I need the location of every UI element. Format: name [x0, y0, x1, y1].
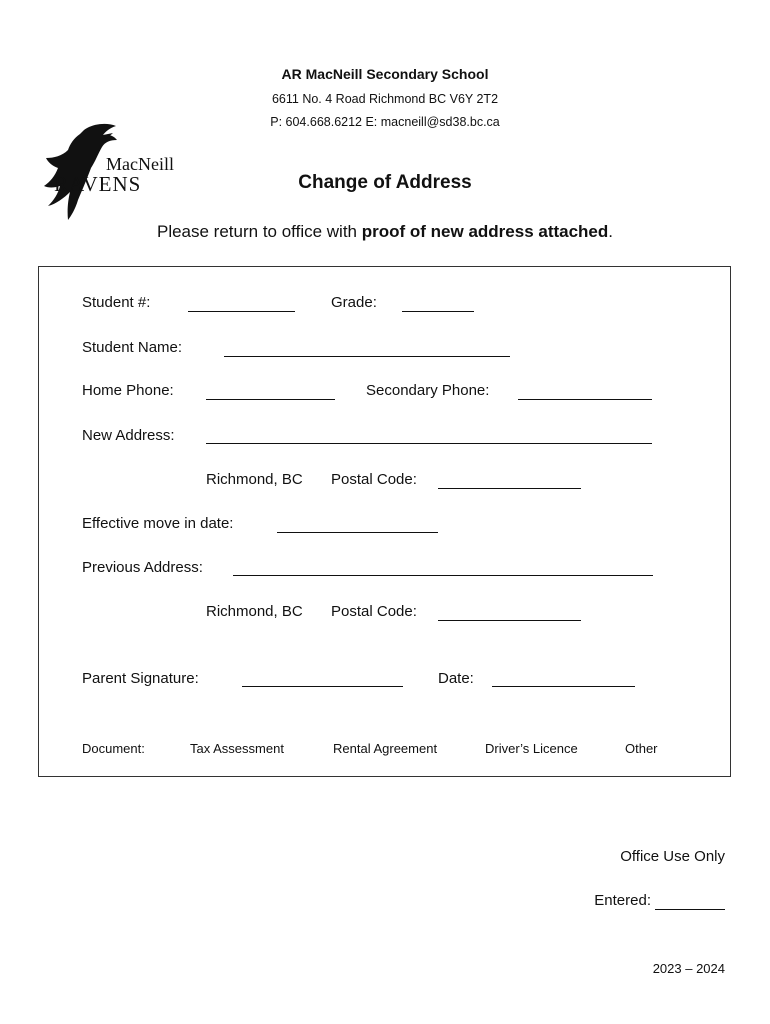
new-address-label: New Address: — [82, 427, 175, 444]
entered-label: Entered: — [594, 892, 651, 909]
date-field[interactable] — [492, 686, 635, 687]
student-name-field[interactable] — [224, 356, 510, 357]
school-contact: P: 604.668.6212 E: macneill@sd38.bc.ca — [270, 115, 500, 129]
school-address: 6611 No. 4 Road Richmond BC V6Y 2T2 — [271, 92, 499, 106]
office-use-label: Office Use Only — [620, 848, 725, 865]
logo-bottom-text: RAVENS — [54, 172, 142, 196]
grade-label: Grade: — [331, 294, 377, 311]
city-2: Richmond, BC — [206, 603, 303, 620]
student-number-label: Student #: — [82, 294, 151, 311]
move-date-label: Effective move in date: — [82, 515, 234, 532]
form-instruction — [0, 222, 770, 242]
new-address-field[interactable] — [206, 443, 652, 444]
date-label: Date: — [438, 670, 474, 687]
postal-code-1-field[interactable] — [438, 488, 581, 489]
secondary-phone-label: Secondary Phone: — [366, 382, 490, 399]
school-name: AR MacNeill Secondary School — [281, 66, 489, 82]
grade-field[interactable] — [402, 311, 474, 312]
entered-field[interactable] — [655, 909, 725, 910]
postal-code-2-label: Postal Code: — [331, 603, 417, 620]
doc-option-drivers-licence[interactable]: Driver’s Licence — [485, 741, 578, 756]
document-label: Document: — [82, 741, 145, 756]
parent-signature-label: Parent Signature: — [82, 670, 199, 687]
form-title: Change of Address — [298, 172, 472, 193]
student-name-label: Student Name: — [82, 339, 183, 356]
postal-code-1-label: Postal Code: — [331, 471, 417, 488]
instruction-prefix: Please return to office with — [156, 222, 362, 241]
instruction-suffix: . — [608, 222, 614, 241]
parent-signature-field[interactable] — [242, 686, 403, 687]
move-date-field[interactable] — [277, 532, 438, 533]
student-number-field[interactable] — [188, 311, 295, 312]
form-box — [38, 266, 731, 777]
home-phone-field[interactable] — [206, 399, 335, 400]
logo-top-text: MacNeill — [106, 154, 174, 174]
doc-option-rental-agreement[interactable]: Rental Agreement — [333, 741, 438, 756]
secondary-phone-field[interactable] — [518, 399, 652, 400]
instruction-bold: proof of new address attached — [361, 222, 609, 241]
previous-address-field[interactable] — [233, 575, 653, 576]
city-1: Richmond, BC — [206, 471, 303, 488]
doc-option-other[interactable]: Other — [625, 741, 658, 756]
previous-address-label: Previous Address: — [82, 559, 203, 576]
school-year: 2023 – 2024 — [652, 961, 725, 976]
postal-code-2-field[interactable] — [438, 620, 581, 621]
doc-option-tax-assessment[interactable]: Tax Assessment — [190, 741, 284, 756]
home-phone-label: Home Phone: — [82, 382, 174, 399]
